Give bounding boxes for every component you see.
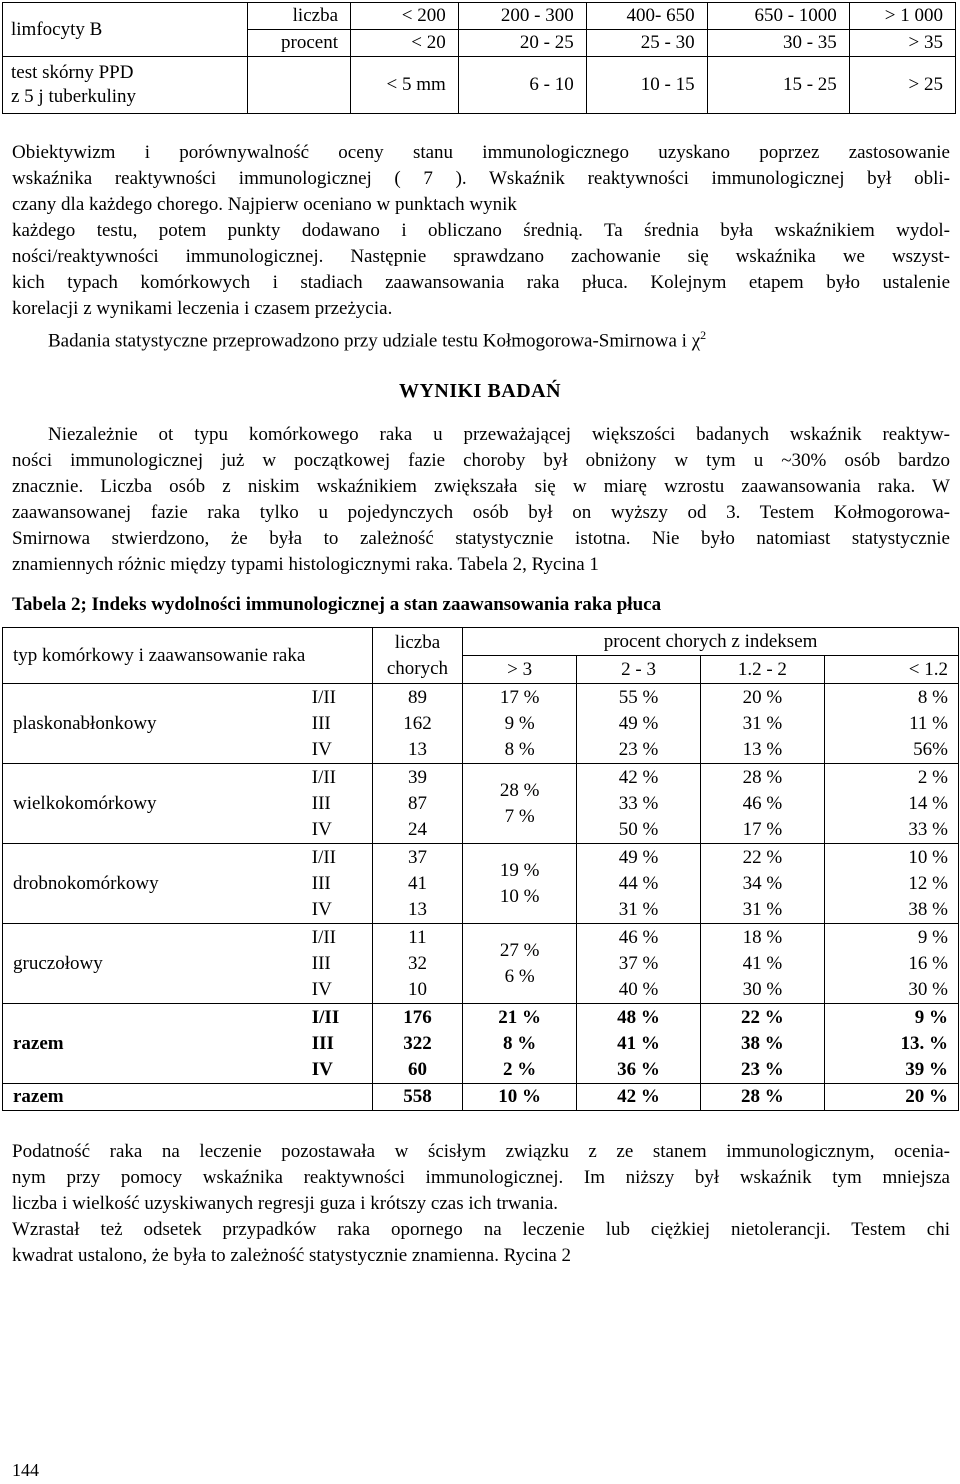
value-cell: 322 [403,1032,432,1054]
group-cell [3,1004,373,1084]
gt3-cell-pair [463,765,576,843]
label-ppd-line1: test skórny PPD [11,62,134,83]
value-cell: 2 % [917,766,948,788]
group-inner [3,845,372,923]
value-cell: 55 % [618,686,659,708]
group-cell [3,684,373,764]
total-row [3,1084,959,1111]
b23-cell [577,764,701,844]
count-cell [372,924,462,1004]
text-line: ności/reaktywności immunologicznej. Następnie sprawdzano zachowanie się wskaźnika we wszyst- [12,246,950,267]
value-cell: 17 % [499,686,540,708]
value-cell: 33 % [908,818,948,840]
count-cell [372,764,462,844]
value-cell: 23 % [741,1058,784,1080]
procent-cell: > 35 [849,30,955,57]
total-b122: 28 % [700,1084,824,1111]
value-cell: 9 % [917,926,948,948]
value-cell: 34 % [742,872,783,894]
ppd-cell: 6 - 10 [458,57,586,114]
group-row [3,1004,959,1084]
header-bin: > 3 [463,656,577,684]
text-line: ności immunologicznej już w początkowej fazie choroby był obniżony w tym u ~30% osób bardzo [12,450,950,471]
value-cell: 8 % [503,1032,537,1054]
value-cell: 22 % [741,1006,784,1028]
group-name: razem [13,1032,64,1054]
value-cell: 9 % [914,1006,948,1028]
group-name: drobnokomórkowy [13,872,159,894]
lt12-cell [824,924,958,1004]
value-cell: 44 % [618,872,659,894]
value-cell: 18 % [742,926,783,948]
text-line: czany dla każdego chorego. Najpierw oceniano w punktach wynik [12,194,517,215]
criteria-table [2,2,956,114]
value-cell: 46 % [742,792,783,814]
value-cell: 9 % [504,712,535,734]
text-line: kwadrat ustalono, że była to zależność statystycznie znamienna. Rycina 2 [12,1245,572,1266]
value-cell: 10 % [908,846,948,868]
value-cell: 13 [407,898,427,920]
stat-line [12,322,950,352]
stage-label: III [311,1032,334,1054]
stage-label: I/II [311,1006,340,1028]
text-line: Podatność raka na leczenie pozostawała w ścisłym związku z ze stanem immunologicznym, ocenia- [12,1141,950,1162]
group-name: gruczołowy [13,952,103,974]
total-b23: 42 % [577,1084,701,1111]
b23-cell [577,1004,701,1084]
header-count [372,628,462,684]
value-cell: 87 [407,792,427,814]
b122-cell [700,764,824,844]
results-heading: WYNIKI BADAŃ [398,380,562,402]
stage-label: III [311,952,331,974]
stage-label: IV [311,898,332,920]
text-line: nym przy pomocy wskaźnika reaktywności immunologicznej. Im niższy był wskaźnik tym mniejsza [12,1167,950,1188]
group-inner [3,1005,372,1083]
header-bin: < 1.2 [824,656,958,684]
table-caption: Tabela 2; Indeks wydolności immunologicznej a stan zaawansowania raka płuca [12,594,662,615]
group-inner [3,765,372,843]
value-cell: 13 [407,738,427,760]
value-cell: 39 [407,766,427,788]
value-cell: 37 % [618,952,659,974]
text-line: Wzrastał też odsetek przypadków raka opornego na leczenie lub ciężkiej nietolerancji. Testem chi [12,1219,950,1240]
index-table [2,627,959,1111]
gt3-cell [463,924,577,1004]
liczba-cell: 650 - 1000 [707,3,849,30]
value-cell: 162 [403,712,432,734]
b122-cell [700,924,824,1004]
procent-cell: 20 - 25 [458,30,586,57]
group-row [3,764,959,844]
text-line: znacznie. Liczba osób z niskim wskaźnikiem zwiększała się w miarę wzrostu zaawansowania raka. W [12,476,950,497]
text-line: każdego testu, potem punkty dodawano i obliczano średnią. Ta średnia była wskaźnikiem wydol- [12,220,950,241]
value-cell: 10 [407,978,427,1000]
value-cell: 8 % [917,686,948,708]
value-cell: 7 % [504,805,535,827]
group-cell [3,764,373,844]
text-line: wskaźnika reaktywności immunologicznej ( 7 ). Wskaźnik reaktywności immunologicznej był obli- [12,168,950,189]
lt12-cell [824,764,958,844]
value-cell: 49 % [618,846,659,868]
stage-label: I/II [311,766,337,788]
ppd-empty [248,57,351,114]
b23-cell [577,924,701,1004]
stage-list [312,1005,372,1083]
b122-cell [700,844,824,924]
total-count: 558 [372,1084,462,1111]
gt3-cell [463,844,577,924]
value-cell: 60 [407,1058,427,1080]
ppd-cell: < 5 mm [351,57,459,114]
group-name: plaskonabłonkowy [13,712,157,734]
ppd-cell: 10 - 15 [586,57,707,114]
liczba-cell: 200 - 300 [458,3,586,30]
stage-label: IV [311,818,332,840]
label-ppd [3,57,248,114]
value-cell: 20 % [742,686,783,708]
group-cell [3,844,373,924]
gt3-cell-pair [463,925,576,1003]
stage-list [312,845,372,923]
text-line: znamiennych różnic między typami histologicznymi raka. Tabela 2, Rycina 1 [12,554,599,575]
stage-label: III [311,872,331,894]
b23-cell [577,684,701,764]
text-line: Niezależnie ot typu komórkowego raka u przeważającej większości badanych wskaźnik reaktyw- [48,424,950,445]
header-type: typ komórkowy i zaawansowanie raka [3,628,373,684]
group-row [3,684,959,764]
value-cell: 41 % [742,952,783,974]
stage-label: III [311,712,331,734]
group-name: wielkokomórkowy [13,792,157,814]
text-line: Smirnowa stwierdzono, że była to zależność statystycznie istotna. Nie było natomiast statystycznie [12,528,950,549]
stage-label: IV [311,738,332,760]
value-cell: 11 [408,926,427,948]
liczba-cell: < 200 [351,3,459,30]
header-count-line2: chorych [386,657,449,679]
procent-cell: 30 - 35 [707,30,849,57]
lt12-cell [824,684,958,764]
stage-label: I/II [311,926,337,948]
value-cell: 49 % [618,712,659,734]
value-cell: 41 [407,872,427,894]
value-cell: 32 [407,952,427,974]
methods-paragraph [12,140,950,352]
total-gt3: 10 % [463,1084,577,1111]
treatment-paragraph [12,1139,950,1217]
lt12-cell [824,1004,958,1084]
resistance-paragraph [12,1217,950,1269]
lt12-cell [824,844,958,924]
value-cell: 28 % [499,779,540,801]
value-cell: 39 % [905,1058,948,1080]
ppd-cell: > 25 [849,57,955,114]
group-inner [3,925,372,1003]
value-cell: 16 % [908,952,948,974]
total-lt12: 20 % [824,1084,958,1111]
stat-text: Badania statystyczne przeprowadzono przy udziale testu Kołmogorowa-Smirnowa i χ [48,330,701,352]
value-cell: 46 % [618,926,659,948]
value-cell: 42 % [618,766,659,788]
text-line: Obiektywizm i porównywalność oceny stanu immunologicznego uzyskano poprzez zastosowanie [12,142,950,163]
results-paragraph [12,422,950,578]
value-cell: 12 % [908,872,948,894]
value-cell: 8 % [504,738,535,760]
value-cell: 31 % [742,712,783,734]
value-cell: 38 % [908,898,948,920]
group-row [3,924,959,1004]
stage-label: IV [311,1058,333,1080]
value-cell: 17 % [742,818,783,840]
stage-label: I/II [311,686,337,708]
stage-list [312,685,372,763]
header-bin: 2 - 3 [577,656,701,684]
b122-cell [700,1004,824,1084]
group-cell [3,924,373,1004]
group-row [3,844,959,924]
value-cell: 37 [407,846,427,868]
label-liczba: liczba [248,3,351,30]
gt3-cell-pair [463,845,576,923]
stat-superscript: 2 [700,328,707,342]
b23-cell [577,844,701,924]
value-cell: 31 % [742,898,783,920]
stage-label: IV [311,978,332,1000]
liczba-cell: > 1 000 [849,3,955,30]
value-cell: 50 % [618,818,659,840]
value-cell: 36 % [617,1058,660,1080]
stage-label: III [311,792,331,814]
value-cell: 89 [407,686,427,708]
value-cell: 40 % [618,978,659,1000]
count-cell [372,844,462,924]
value-cell: 38 % [741,1032,784,1054]
count-cell [372,1004,462,1084]
value-cell: 30 % [908,978,948,1000]
value-cell: 10 % [499,885,540,907]
header-bin: 1.2 - 2 [700,656,824,684]
value-cell: 2 % [503,1058,537,1080]
stage-list [312,925,372,1003]
value-cell: 48 % [617,1006,660,1028]
label-procent: procent [248,30,351,57]
stage-list [312,765,372,843]
header-count-line1: liczba [394,631,441,653]
label-limfocyty: limfocyty B [3,3,248,57]
value-cell: 22 % [742,846,783,868]
value-cell: 11 % [909,712,948,734]
gt3-cell [463,684,577,764]
value-cell: 14 % [908,792,948,814]
value-cell: 176 [403,1006,432,1028]
label-ppd-line2: z 5 j tuberkuliny [11,86,137,107]
value-cell: 27 % [499,939,540,961]
liczba-cell: 400- 650 [586,3,707,30]
value-cell: 31 % [618,898,659,920]
procent-cell: < 20 [351,30,459,57]
value-cell: 28 % [742,766,783,788]
value-cell: 33 % [618,792,659,814]
value-cell: 56% [913,738,948,760]
value-cell: 30 % [742,978,783,1000]
value-cell: 13 % [742,738,783,760]
value-cell: 41 % [617,1032,660,1054]
group-inner [3,685,372,763]
page-number: 144 [12,1460,39,1480]
text-line: zaawansowanej fazie raka tylko u pojedynczych osób był on wyższy od 3. Testem Kołmogorowa- [12,502,950,523]
gt3-cell [463,764,577,844]
value-cell: 6 % [504,965,535,987]
ppd-cell: 15 - 25 [707,57,849,114]
text-line: kich typach komórkowych i stadiach zaawansowania raka płuca. Kolejnym etapem było ustalenie [12,272,950,293]
count-cell [372,684,462,764]
procent-cell: 25 - 30 [586,30,707,57]
value-cell: 19 % [499,859,540,881]
gt3-cell [463,1004,577,1084]
value-cell: 21 % [498,1006,542,1028]
b122-cell [700,684,824,764]
text-line: korelacji z wynikami leczenia i czasem przeżycia. [12,298,393,319]
stage-label: I/II [311,846,337,868]
value-cell: 13. % [900,1032,948,1054]
text-line: liczba i wielkość uzyskiwanych regresji guza i krótszy czas ich trwania. [12,1193,559,1214]
header-percent: procent chorych z indeksem [463,628,959,656]
value-cell: 23 % [618,738,659,760]
value-cell: 24 [407,818,427,840]
total-label: razem [3,1084,373,1111]
